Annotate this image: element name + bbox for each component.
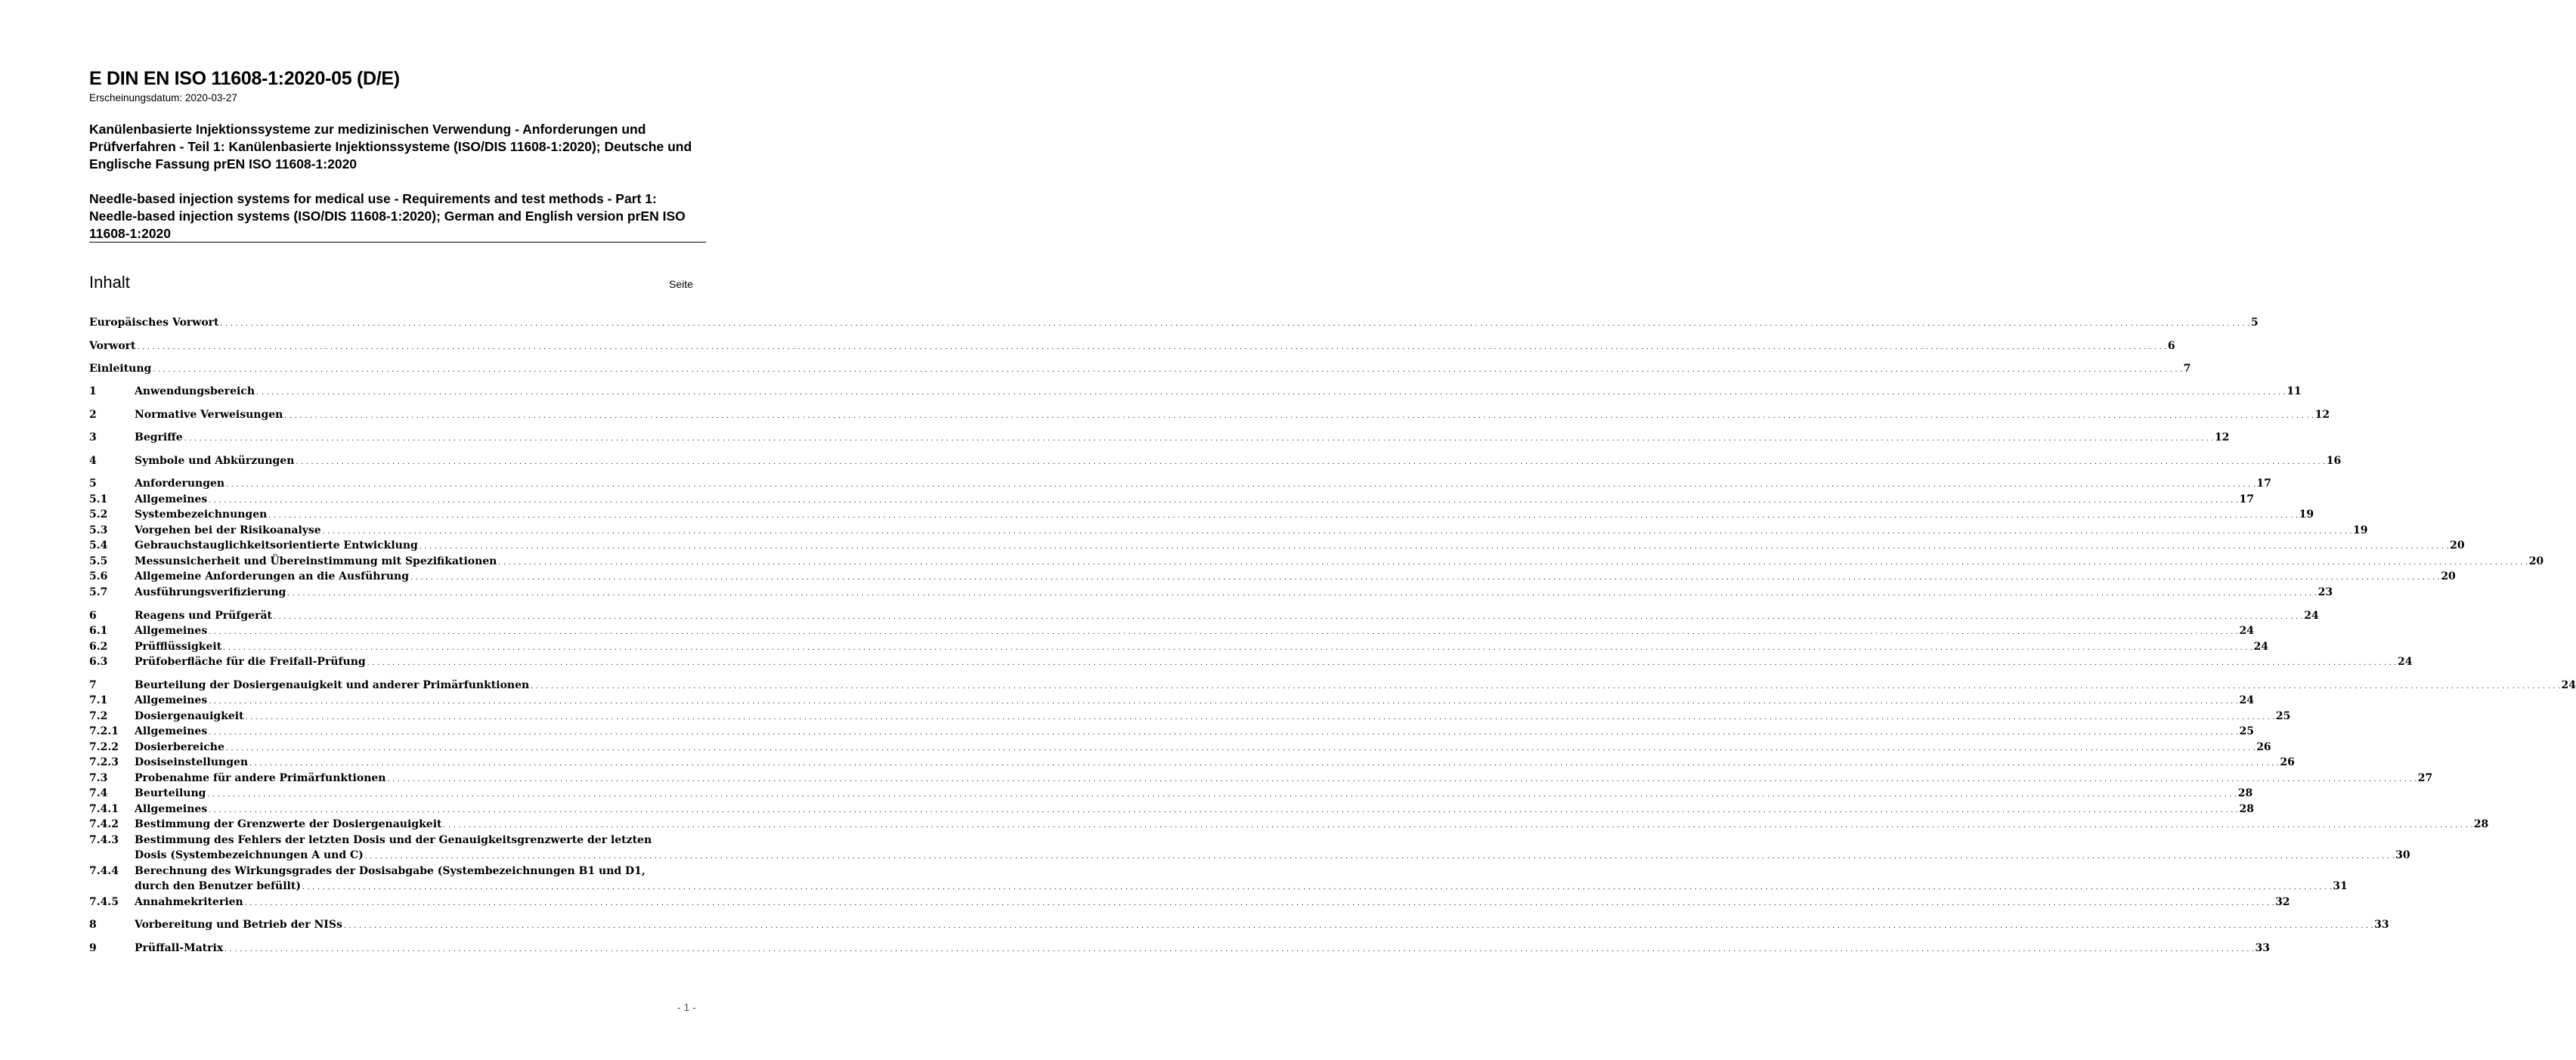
toc-entry[interactable] — [89, 895, 2290, 910]
toc-entry-page: 19 — [2299, 508, 2314, 521]
toc-dot-leader: . . . . . . . . . . . . . . . . . . . . . . . . . . . . . . . . . . . . . . . . . . . . . . . . . . . . . . . . . . . . . . . . . . . . . . . . . . . . . . . . . . . . . . . . . . . . . . . . . . . . . . . . . . . . . . . . . . . . . . . . . . . . . . . . . . . . . . . . . . . . . . . . . . . . . . . . . . . . . . . . . . . . . . . . . . . . . . . . . . . . . . . . . . . . . . . . . . . . . . . . . . . . . . . . . . . . . . . . . . . . . . . . . . . . . . . . . . . . . . . . . . . . . . . . . . . . . . . . . . . . . . . . . . . . . . . . . . . . . . . . . . . . . . . . . . . . . . . . . . . . . . . . . . . . . . . . . . . . . . . . . . . . . . . . . . . . . . . . . . . . . . . . . . . . . . . . . . . . . . . . . . . . . . . . . . . . . . . . . . . . . . . . . . . . . . . . . . . . . . . . — [387, 776, 2417, 783]
toc-dot-leader: . . . . . . . . . . . . . . . . . . . . . . . . . . . . . . . . . . . . . . . . . . . . . . . . . . . . . . . . . . . . . . . . . . . . . . . . . . . . . . . . . . . . . . . . . . . . . . . . . . . . . . . . . . . . . . . . . . . . . . . . . . . . . . . . . . . . . . . . . . . . . . . . . . . . . . . . . . . . . . . . . . . . . . . . . . . . . . . . . . . . . . . . . . . . . . . . . . . . . . . . . . . . . . . . . . . . . . . . . . . . . . . . . . . . . . . . . . . . . . . . . . . . . . . . . . . . . . . . . . . . . . . . . . . . . . . . . . . . . . . . . . . . . . . . . . . . . . . . . . . . . . . . . . . . . . . . . . . . . . . . . . . . . . . . . . . . . . . . . . . . . . . . . . . . . . . . . . . . . . . . . . . . . . . . . . . . . . . . . . . . . . . . . . . . . . . . . . . . . . . . — [220, 320, 2250, 328]
toc-entry-title: Vorwort — [89, 340, 136, 352]
toc-entry[interactable] — [89, 740, 2271, 755]
toc-entry-title: Vorgehen bei der Risikoanalyse — [135, 524, 321, 536]
toc-entry-title: Allgemeine Anforderungen an die Ausführung — [135, 570, 409, 583]
toc-entry[interactable] — [89, 361, 2191, 376]
toc-entry[interactable] — [89, 817, 2489, 832]
toc-dot-leader: . . . . . . . . . . . . . . . . . . . . . . . . . . . . . . . . . . . . . . . . . . . . . . . . . . . . . . . . . . . . . . . . . . . . . . . . . . . . . . . . . . . . . . . . . . . . . . . . . . . . . . . . . . . . . . . . . . . . . . . . . . . . . . . . . . . . . . . . . . . . . . . . . . . . . . . . . . . . . . . . . . . . . . . . . . . . . . . . . . . . . . . . . . . . . . . . . . . . . . . . . . . . . . . . . . . . . . . . . . . . . . . . . . . . . . . . . . . . . . . . . . . . . . . . . . . . . . . . . . . . . . . . . . . . . . . . . . . . . . . . . . . . . . . . . . . . . . . . . . . . . . . . . . . . . . . . . . . . . . . . . . . . . . . . . . . . . . . . . . . . . . . . . . . . . . . . . . . . . . . . . . . . . . . . . . . . . . . . . . . . . . . . . . . . . . . . . . . . . . . . — [249, 760, 2280, 768]
toc-entry-title-continued: durch den Benutzer befüllt) — [135, 880, 301, 892]
toc-dot-leader: . . . . . . . . . . . . . . . . . . . . . . . . . . . . . . . . . . . . . . . . . . . . . . . . . . . . . . . . . . . . . . . . . . . . . . . . . . . . . . . . . . . . . . . . . . . . . . . . . . . . . . . . . . . . . . . . . . . . . . . . . . . . . . . . . . . . . . . . . . . . . . . . . . . . . . . . . . . . . . . . . . . . . . . . . . . . . . . . . . . . . . . . . . . . . . . . . . . . . . . . . . . . . . . . . . . . . . . . . . . . . . . . . . . . . . . . . . . . . . . . . . . . . . . . . . . . . . . . . . . . . . . . . . . . . . . . . . . . . . . . . . . . . . . . . . . . . . . . . . . . . . . . . . . . . . . . . . . . . . . . . . . . . . . . . . . . . . . . . . . . . . . . . . . . . . . . . . . . . . . . . . . . . . . . . . . . . . . . . . . . . . . . . . . . . . . . . . . . . . . . — [410, 574, 2441, 582]
toc-dot-leader: . . . . . . . . . . . . . . . . . . . . . . . . . . . . . . . . . . . . . . . . . . . . . . . . . . . . . . . . . . . . . . . . . . . . . . . . . . . . . . . . . . . . . . . . . . . . . . . . . . . . . . . . . . . . . . . . . . . . . . . . . . . . . . . . . . . . . . . . . . . . . . . . . . . . . . . . . . . . . . . . . . . . . . . . . . . . . . . . . . . . . . . . . . . . . . . . . . . . . . . . . . . . . . . . . . . . . . . . . . . . . . . . . . . . . . . . . . . . . . . . . . . . . . . . . . . . . . . . . . . . . . . . . . . . . . . . . . . . . . . . . . . . . . . . . . . . . . . . . . . . . . . . . . . . . . . . . . . . . . . . . . . . . . . . . . . . . . . . . . . . . . . . . . . . . . . . . . . . . . . . . . . . . . . . . . . . . . . . . . . . . . . . . . . . . . . . . . . . . . . . — [268, 512, 2299, 520]
toc-entry-number: 7.4.1 — [89, 803, 119, 815]
toc-entry-title: Dosiergenauigkeit — [135, 710, 244, 722]
toc-dot-leader: . . . . . . . . . . . . . . . . . . . . . . . . . . . . . . . . . . . . . . . . . . . . . . . . . . . . . . . . . . . . . . . . . . . . . . . . . . . . . . . . . . . . . . . . . . . . . . . . . . . . . . . . . . . . . . . . . . . . . . . . . . . . . . . . . . . . . . . . . . . . . . . . . . . . . . . . . . . . . . . . . . . . . . . . . . . . . . . . . . . . . . . . . . . . . . . . . . . . . . . . . . . . . . . . . . . . . . . . . . . . . . . . . . . . . . . . . . . . . . . . . . . . . . . . . . . . . . . . . . . . . . . . . . . . . . . . . . . . . . . . . . . . . . . . . . . . . . . . . . . . . . . . . . . . . . . . . . . . . . . . . . . . . . . . . . . . . . . . . . . . . . . . . . . . . . . . . . . . . . . . . . . . . . . . . . . . . . . . . . . . . . . . . . . . . . . . . . . . . . . . — [226, 481, 2256, 489]
toc-entry-page: 11 — [2287, 385, 2302, 397]
toc-entry-page: 20 — [2441, 570, 2456, 583]
toc-entry-title: Ausführungsverifizierung — [135, 586, 286, 598]
toc-entry-title: Allgemeines — [135, 803, 208, 815]
toc-entry[interactable] — [89, 654, 2413, 669]
toc-entry-title: Probenahme für andere Primärfunktionen — [135, 772, 386, 784]
toc-dot-leader: . . . . . . . . . . . . . . . . . . . . . . . . . . . . . . . . . . . . . . . . . . . . . . . . . . . . . . . . . . . . . . . . . . . . . . . . . . . . . . . . . . . . . . . . . . . . . . . . . . . . . . . . . . . . . . . . . . . . . . . . . . . . . . . . . . . . . . . . . . . . . . . . . . . . . . . . . . . . . . . . . . . . . . . . . . . . . . . . . . . . . . . . . . . . . . . . . . . . . . . . . . . . . . . . . . . . . . . . . . . . . . . . . . . . . . . . . . . . . . . . . . . . . . . . . . . . . . . . . . . . . . . . . . . . . . . . . . . . . . . . . . . . . . . . . . . . . . . . . . . . . . . . . . . . . . . . . . . . . . . . . . . . . . . . . . . . . . . . . . . . . . . . . . . . . . . . . . . . . . . . . . . . . . . . . . . . . . . . . . . . . . . . . . . . . . . . . . . . . . . . — [184, 435, 2214, 443]
toc-entry-page: 24 — [2253, 641, 2268, 653]
toc-entry-page: 20 — [2528, 555, 2544, 567]
toc-entry-title: Gebrauchstauglichkeitsorientierte Entwicklung — [135, 539, 418, 552]
toc-entry-number: 7.4 — [89, 787, 108, 799]
toc-dot-leader: . . . . . . . . . . . . . . . . . . . . . . . . . . . . . . . . . . . . . . . . . . . . . . . . . . . . . . . . . . . . . . . . . . . . . . . . . . . . . . . . . . . . . . . . . . . . . . . . . . . . . . . . . . . . . . . . . . . . . . . . . . . . . . . . . . . . . . . . . . . . . . . . . . . . . . . . . . . . . . . . . . . . . . . . . . . . . . . . . . . . . . . . . . . . . . . . . . . . . . . . . . . . . . . . . . . . . . . . . . . . . . . . . . . . . . . . . . . . . . . . . . . . . . . . . . . . . . . . . . . . . . . . . . . . . . . . . . . . . . . . . . . . . . . . . . . . . . . . . . . . . . . . . . . . . . . . . . . . . . . . . . . . . . . . . . . . . . . . . . . . . . . . . . . . . . . . . . . . . . . . . . . . . . . . . . . . . . . . . . . . . . . . . . . . . . . . . . . . . . . . — [224, 946, 2255, 953]
toc-entry-page: 17 — [2256, 477, 2271, 490]
toc-entry[interactable] — [89, 476, 2271, 491]
toc-dot-leader: . . . . . . . . . . . . . . . . . . . . . . . . . . . . . . . . . . . . . . . . . . . . . . . . . . . . . . . . . . . . . . . . . . . . . . . . . . . . . . . . . . . . . . . . . . . . . . . . . . . . . . . . . . . . . . . . . . . . . . . . . . . . . . . . . . . . . . . . . . . . . . . . . . . . . . . . . . . . . . . . . . . . . . . . . . . . . . . . . . . . . . . . . . . . . . . . . . . . . . . . . . . . . . . . . . . . . . . . . . . . . . . . . . . . . . . . . . . . . . . . . . . . . . . . . . . . . . . . . . . . . . . . . . . . . . . . . . . . . . . . . . . . . . . . . . . . . . . . . . . . . . . . . . . . . . . . . . . . . . . . . . . . . . . . . . . . . . . . . . . . . . . . . . . . . . . . . . . . . . . . . . . . . . . . . . . . . . . . . . . . . . . . . . . . . . . . . . . . . . . . — [209, 807, 2239, 814]
toc-entry-number: 5.2 — [89, 508, 108, 521]
toc-dot-leader: . . . . . . . . . . . . . . . . . . . . . . . . . . . . . . . . . . . . . . . . . . . . . . . . . . . . . . . . . . . . . . . . . . . . . . . . . . . . . . . . . . . . . . . . . . . . . . . . . . . . . . . . . . . . . . . . . . . . . . . . . . . . . . . . . . . . . . . . . . . . . . . . . . . . . . . . . . . . . . . . . . . . . . . . . . . . . . . . . . . . . . . . . . . . . . . . . . . . . . . . . . . . . . . . . . . . . . . . . . . . . . . . . . . . . . . . . . . . . . . . . . . . . . . . . . . . . . . . . . . . . . . . . . . . . . . . . . . . . . . . . . . . . . . . . . . . . . . . . . . . . . . . . . . . . . . . . . . . . . . . . . . . . . . . . . . . . . . . . . . . . . . . . . . . . . . . . . . . . . . . . . . . . . . . . . . . . . . . . . . . . . . . . . . . . . . . . . . . . . . . — [209, 497, 2239, 505]
toc-entry[interactable] — [89, 523, 2368, 538]
toc-entry-title: Einleitung — [89, 363, 152, 375]
toc-entry-number: 5.5 — [89, 555, 108, 567]
toc-entry[interactable] — [89, 786, 2253, 801]
toc-entry-title: Allgemeines — [135, 694, 208, 706]
toc-dot-leader: . . . . . . . . . . . . . . . . . . . . . . . . . . . . . . . . . . . . . . . . . . . . . . . . . . . . . . . . . . . . . . . . . . . . . . . . . . . . . . . . . . . . . . . . . . . . . . . . . . . . . . . . . . . . . . . . . . . . . . . . . . . . . . . . . . . . . . . . . . . . . . . . . . . . . . . . . . . . . . . . . . . . . . . . . . . . . . . . . . . . . . . . . . . . . . . . . . . . . . . . . . . . . . . . . . . . . . . . . . . . . . . . . . . . . . . . . . . . . . . . . . . . . . . . . . . . . . . . . . . . . . . . . . . . . . . . . . . . . . . . . . . . . . . . . . . . . . . . . . . . . . . . . . . . . . . . . . . . . . . . . . . . . . . . . . . . . . . . . . . . . . . . . . . . . . . . . . . . . . . . . . . . . . . . . . . . . . . . . . . . . . . . . . . . . . . . . . . . . . . . — [256, 389, 2287, 397]
toc-entry[interactable] — [89, 338, 2175, 354]
toc-entry-page: 23 — [2317, 586, 2333, 598]
toc-dot-leader: . . . . . . . . . . . . . . . . . . . . . . . . . . . . . . . . . . . . . . . . . . . . . . . . . . . . . . . . . . . . . . . . . . . . . . . . . . . . . . . . . . . . . . . . . . . . . . . . . . . . . . . . . . . . . . . . . . . . . . . . . . . . . . . . . . . . . . . . . . . . . . . . . . . . . . . . . . . . . . . . . . . . . . . . . . . . . . . . . . . . . . . . . . . . . . . . . . . . . . . . . . . . . . . . . . . . . . . . . . . . . . . . . . . . . . . . . . . . . . . . . . . . . . . . . . . . . . . . . . . . . . . . . . . . . . . . . . . . . . . . . . . . . . . . . . . . . . . . . . . . . . . . . . . . . . . . . . . . . . . . . . . . . . . . . . . . . . . . . . . . . . . . . . . . . . . . . . . . . . . . . . . . . . . . . . . . . . . . . . . . . . . . . . . . . . . . . . . . . . . . — [223, 644, 2253, 652]
toc-entry-page: 17 — [2239, 493, 2254, 505]
toc-entry[interactable] — [89, 538, 2465, 553]
toc-dot-leader: . . . . . . . . . . . . . . . . . . . . . . . . . . . . . . . . . . . . . . . . . . . . . . . . . . . . . . . . . . . . . . . . . . . . . . . . . . . . . . . . . . . . . . . . . . . . . . . . . . . . . . . . . . . . . . . . . . . . . . . . . . . . . . . . . . . . . . . . . . . . . . . . . . . . . . . . . . . . . . . . . . . . . . . . . . . . . . . . . . . . . . . . . . . . . . . . . . . . . . . . . . . . . . . . . . . . . . . . . . . . . . . . . . . . . . . . . . . . . . . . . . . . . . . . . . . . . . . . . . . . . . . . . . . . . . . . . . . . . . . . . . . . . . . . . . . . . . . . . . . . . . . . . . . . . . . . . . . . . . . . . . . . . . . . . . . . . . . . . . . . . . . . . . . . . . . . . . . . . . . . . . . . . . . . . . . . . . . . . . . . . . . . . . . . . . . . . . . . . . . . — [302, 884, 2333, 892]
toc-entry-title: Anforderungen — [135, 477, 225, 490]
toc-entry-page: 25 — [2239, 725, 2254, 737]
toc-entry[interactable] — [89, 492, 2254, 507]
toc-entry[interactable] — [89, 430, 2230, 445]
toc-entry[interactable] — [89, 569, 2456, 584]
toc-entry-number: 7.2.2 — [89, 741, 119, 753]
toc-entry-title: Bestimmung der Grenzwerte der Dosiergenauigkeit — [135, 818, 442, 830]
toc-entry-page: 6 — [2167, 340, 2175, 352]
toc-entry-page: 32 — [2275, 896, 2290, 908]
toc-page-column-label: Seite — [669, 278, 693, 290]
toc-entry-title: Anwendungsbereich — [135, 385, 255, 397]
toc-dot-leader: . . . . . . . . . . . . . . . . . . . . . . . . . . . . . . . . . . . . . . . . . . . . . . . . . . . . . . . . . . . . . . . . . . . . . . . . . . . . . . . . . . . . . . . . . . . . . . . . . . . . . . . . . . . . . . . . . . . . . . . . . . . . . . . . . . . . . . . . . . . . . . . . . . . . . . . . . . . . . . . . . . . . . . . . . . . . . . . . . . . . . . . . . . . . . . . . . . . . . . . . . . . . . . . . . . . . . . . . . . . . . . . . . . . . . . . . . . . . . . . . . . . . . . . . . . . . . . . . . . . . . . . . . . . . . . . . . . . . . . . . . . . . . . . . . . . . . . . . . . . . . . . . . . . . . . . . . . . . . . . . . . . . . . . . . . . . . . . . . . . . . . . . . . . . . . . . . . . . . . . . . . . . . . . . . . . . . . . . . . . . . . . . . . . . . . . . . . . . . . . . — [443, 822, 2473, 830]
toc-heading: Inhalt — [89, 273, 130, 292]
toc-entry[interactable] — [89, 724, 2254, 739]
toc-entry-number: 6.1 — [89, 625, 108, 637]
toc-entry-number: 5.1 — [89, 493, 108, 505]
toc-dot-leader: . . . . . . . . . . . . . . . . . . . . . . . . . . . . . . . . . . . . . . . . . . . . . . . . . . . . . . . . . . . . . . . . . . . . . . . . . . . . . . . . . . . . . . . . . . . . . . . . . . . . . . . . . . . . . . . . . . . . . . . . . . . . . . . . . . . . . . . . . . . . . . . . . . . . . . . . . . . . . . . . . . . . . . . . . . . . . . . . . . . . . . . . . . . . . . . . . . . . . . . . . . . . . . . . . . . . . . . . . . . . . . . . . . . . . . . . . . . . . . . . . . . . . . . . . . . . . . . . . . . . . . . . . . . . . . . . . . . . . . . . . . . . . . . . . . . . . . . . . . . . . . . . . . . . . . . . . . . . . . . . . . . . . . . . . . . . . . . . . . . . . . . . . . . . . . . . . . . . . . . . . . . . . . . . . . . . . . . . . . . . . . . . . . . . . . . . . . . . . . . . — [367, 660, 2397, 667]
toc-entry[interactable] — [89, 585, 2333, 600]
toc-dot-leader: . . . . . . . . . . . . . . . . . . . . . . . . . . . . . . . . . . . . . . . . . . . . . . . . . . . . . . . . . . . . . . . . . . . . . . . . . . . . . . . . . . . . . . . . . . . . . . . . . . . . . . . . . . . . . . . . . . . . . . . . . . . . . . . . . . . . . . . . . . . . . . . . . . . . . . . . . . . . . . . . . . . . . . . . . . . . . . . . . . . . . . . . . . . . . . . . . . . . . . . . . . . . . . . . . . . . . . . . . . . . . . . . . . . . . . . . . . . . . . . . . . . . . . . . . . . . . . . . . . . . . . . . . . . . . . . . . . . . . . . . . . . . . . . . . . . . . . . . . . . . . . . . . . . . . . . . . . . . . . . . . . . . . . . . . . . . . . . . . . . . . . . . . . . . . . . . . . . . . . . . . . . . . . . . . . . . . . . . . . . . . . . . . . . . . . . . . . . . . . . . — [498, 559, 2528, 567]
toc-entry-title: Berechnung des Wirkungsgrades der Dosisabgabe (Systembezeichnungen B1 und D1, — [135, 865, 646, 877]
toc-entry-number: 7.2.1 — [89, 725, 119, 737]
toc-entry-number: 9 — [89, 942, 97, 954]
toc-entry-number: 6 — [89, 610, 97, 622]
page-number: - 1 - — [677, 1001, 696, 1013]
toc-dot-leader: . . . . . . . . . . . . . . . . . . . . . . . . . . . . . . . . . . . . . . . . . . . . . . . . . . . . . . . . . . . . . . . . . . . . . . . . . . . . . . . . . . . . . . . . . . . . . . . . . . . . . . . . . . . . . . . . . . . . . . . . . . . . . . . . . . . . . . . . . . . . . . . . . . . . . . . . . . . . . . . . . . . . . . . . . . . . . . . . . . . . . . . . . . . . . . . . . . . . . . . . . . . . . . . . . . . . . . . . . . . . . . . . . . . . . . . . . . . . . . . . . . . . . . . . . . . . . . . . . . . . . . . . . . . . . . . . . . . . . . . . . . . . . . . . . . . . . . . . . . . . . . . . . . . . . . . . . . . . . . . . . . . . . . . . . . . . . . . . . . . . . . . . . . . . . . . . . . . . . . . . . . . . . . . . . . . . . . . . . . . . . . . . . . . . . . . . . . . . . . . . — [273, 613, 2304, 621]
toc-entry-number: 5.6 — [89, 570, 108, 583]
toc-entry[interactable] — [89, 802, 2254, 817]
toc-entry-number: 7.2.3 — [89, 756, 119, 768]
toc-entry-title: Annahmekriterien — [135, 896, 243, 908]
toc-dot-leader: . . . . . . . . . . . . . . . . . . . . . . . . . . . . . . . . . . . . . . . . . . . . . . . . . . . . . . . . . . . . . . . . . . . . . . . . . . . . . . . . . . . . . . . . . . . . . . . . . . . . . . . . . . . . . . . . . . . . . . . . . . . . . . . . . . . . . . . . . . . . . . . . . . . . . . . . . . . . . . . . . . . . . . . . . . . . . . . . . . . . . . . . . . . . . . . . . . . . . . . . . . . . . . . . . . . . . . . . . . . . . . . . . . . . . . . . . . . . . . . . . . . . . . . . . . . . . . . . . . . . . . . . . . . . . . . . . . . . . . . . . . . . . . . . . . . . . . . . . . . . . . . . . . . . . . . . . . . . . . . . . . . . . . . . . . . . . . . . . . . . . . . . . . . . . . . . . . . . . . . . . . . . . . . . . . . . . . . . . . . . . . . . . . . . . . . . . . . . . . . . — [209, 729, 2239, 737]
toc-dot-leader: . . . . . . . . . . . . . . . . . . . . . . . . . . . . . . . . . . . . . . . . . . . . . . . . . . . . . . . . . . . . . . . . . . . . . . . . . . . . . . . . . . . . . . . . . . . . . . . . . . . . . . . . . . . . . . . . . . . . . . . . . . . . . . . . . . . . . . . . . . . . . . . . . . . . . . . . . . . . . . . . . . . . . . . . . . . . . . . . . . . . . . . . . . . . . . . . . . . . . . . . . . . . . . . . . . . . . . . . . . . . . . . . . . . . . . . . . . . . . . . . . . . . . . . . . . . . . . . . . . . . . . . . . . . . . . . . . . . . . . . . . . . . . . . . . . . . . . . . . . . . . . . . . . . . . . . . . . . . . . . . . . . . . . . . . . . . . . . . . . . . . . . . . . . . . . . . . . . . . . . . . . . . . . . . . . . . . . . . . . . . . . . . . . . . . . . . . . . . . . . . — [364, 853, 2395, 861]
toc-entry[interactable] — [89, 407, 2330, 422]
toc-dot-leader: . . . . . . . . . . . . . . . . . . . . . . . . . . . . . . . . . . . . . . . . . . . . . . . . . . . . . . . . . . . . . . . . . . . . . . . . . . . . . . . . . . . . . . . . . . . . . . . . . . . . . . . . . . . . . . . . . . . . . . . . . . . . . . . . . . . . . . . . . . . . . . . . . . . . . . . . . . . . . . . . . . . . . . . . . . . . . . . . . . . . . . . . . . . . . . . . . . . . . . . . . . . . . . . . . . . . . . . . . . . . . . . . . . . . . . . . . . . . . . . . . . . . . . . . . . . . . . . . . . . . . . . . . . . . . . . . . . . . . . . . . . . . . . . . . . . . . . . . . . . . . . . . . . . . . . . . . . . . . . . . . . . . . . . . . . . . . . . . . . . . . . . . . . . . . . . . . . . . . . . . . . . . . . . . . . . . . . . . . . . . . . . . . . . . . . . . . . . . . . . . — [245, 714, 2275, 722]
toc-entry-number: 7.4.3 — [89, 834, 119, 846]
toc-entry-number: 8 — [89, 919, 97, 931]
toc-dot-leader: . . . . . . . . . . . . . . . . . . . . . . . . . . . . . . . . . . . . . . . . . . . . . . . . . . . . . . . . . . . . . . . . . . . . . . . . . . . . . . . . . . . . . . . . . . . . . . . . . . . . . . . . . . . . . . . . . . . . . . . . . . . . . . . . . . . . . . . . . . . . . . . . . . . . . . . . . . . . . . . . . . . . . . . . . . . . . . . . . . . . . . . . . . . . . . . . . . . . . . . . . . . . . . . . . . . . . . . . . . . . . . . . . . . . . . . . . . . . . . . . . . . . . . . . . . . . . . . . . . . . . . . . . . . . . . . . . . . . . . . . . . . . . . . . . . . . . . . . . . . . . . . . . . . . . . . . . . . . . . . . . . . . . . . . . . . . . . . . . . . . . . . . . . . . . . . . . . . . . . . . . . . . . . . . . . . . . . . . . . . . . . . . . . . . . . . . . . . . . . . . — [225, 745, 2256, 753]
toc-entry-page: 5 — [2250, 317, 2259, 329]
toc-entry-number: 7.4.5 — [89, 896, 119, 908]
toc-dot-leader: . . . . . . . . . . . . . . . . . . . . . . . . . . . . . . . . . . . . . . . . . . . . . . . . . . . . . . . . . . . . . . . . . . . . . . . . . . . . . . . . . . . . . . . . . . . . . . . . . . . . . . . . . . . . . . . . . . . . . . . . . . . . . . . . . . . . . . . . . . . . . . . . . . . . . . . . . . . . . . . . . . . . . . . . . . . . . . . . . . . . . . . . . . . . . . . . . . . . . . . . . . . . . . . . . . . . . . . . . . . . . . . . . . . . . . . . . . . . . . . . . . . . . . . . . . . . . . . . . . . . . . . . . . . . . . . . . . . . . . . . . . . . . . . . . . . . . . . . . . . . . . . . . . . . . . . . . . . . . . . . . . . . . . . . . . . . . . . . . . . . . . . . . . . . . . . . . . . . . . . . . . . . . . . . . . . . . . . . . . . . . . . . . . . . . . . . . . . . . . . . — [207, 791, 2237, 799]
toc-entry-title: Systembezeichnungen — [135, 508, 268, 521]
toc-entry-title: Begriffe — [135, 431, 183, 443]
toc-entry-page: 25 — [2275, 710, 2291, 722]
toc-entry-page: 7 — [2183, 363, 2191, 375]
toc-entry-page: 26 — [2280, 756, 2295, 768]
toc-entry[interactable] — [89, 771, 2433, 786]
toc-entry-title: Prüffall-Matrix — [135, 942, 224, 954]
toc-entry-number: 5.7 — [89, 586, 108, 598]
toc-entry[interactable] — [89, 833, 2410, 863]
toc-entry-number: 6.2 — [89, 641, 108, 653]
toc-entry-page: 33 — [2374, 919, 2389, 931]
toc-entry-page: 26 — [2256, 741, 2271, 753]
toc-entry-page: 30 — [2395, 849, 2410, 861]
toc-entry-title: Allgemeines — [135, 625, 208, 637]
toc-entry-title: Prüfoberfläche für die Freifall-Prüfung — [135, 656, 366, 668]
toc-entry[interactable] — [89, 941, 2270, 956]
toc-entry-title: Europäisches Vorwort — [89, 317, 219, 329]
toc-entry[interactable] — [89, 678, 2576, 693]
toc-entry[interactable] — [89, 693, 2254, 708]
toc-entry[interactable] — [89, 554, 2544, 569]
toc-entry[interactable] — [89, 917, 2389, 932]
toc-dot-leader: . . . . . . . . . . . . . . . . . . . . . . . . . . . . . . . . . . . . . . . . . . . . . . . . . . . . . . . . . . . . . . . . . . . . . . . . . . . . . . . . . . . . . . . . . . . . . . . . . . . . . . . . . . . . . . . . . . . . . . . . . . . . . . . . . . . . . . . . . . . . . . . . . . . . . . . . . . . . . . . . . . . . . . . . . . . . . . . . . . . . . . . . . . . . . . . . . . . . . . . . . . . . . . . . . . . . . . . . . . . . . . . . . . . . . . . . . . . . . . . . . . . . . . . . . . . . . . . . . . . . . . . . . . . . . . . . . . . . . . . . . . . . . . . . . . . . . . . . . . . . . . . . . . . . . . . . . . . . . . . . . . . . . . . . . . . . . . . . . . . . . . . . . . . . . . . . . . . . . . . . . . . . . . . . . . . . . . . . . . . . . . . . . . . . . . . . . . . . . . . . — [531, 683, 2561, 691]
toc-entry-page: 12 — [2314, 409, 2330, 421]
toc-entry-title: Bestimmung des Fehlers der letzten Dosis und der Genauigkeitsgrenzwerte der letzten — [135, 834, 652, 846]
toc-entry-number: 1 — [89, 385, 97, 397]
toc-entry-title: Normative Verweisungen — [135, 409, 283, 421]
toc-entry[interactable] — [89, 608, 2319, 623]
toc-entry-page: 28 — [2237, 787, 2253, 799]
toc-entry-title: Beurteilung — [135, 787, 206, 799]
toc-entry-page: 24 — [2561, 679, 2576, 691]
toc-entry-title: Vorbereitung und Betrieb der NISs — [135, 919, 342, 931]
toc-entry-number: 5.4 — [89, 539, 108, 552]
toc-entry[interactable] — [89, 453, 2342, 468]
toc-dot-leader: . . . . . . . . . . . . . . . . . . . . . . . . . . . . . . . . . . . . . . . . . . . . . . . . . . . . . . . . . . . . . . . . . . . . . . . . . . . . . . . . . . . . . . . . . . . . . . . . . . . . . . . . . . . . . . . . . . . . . . . . . . . . . . . . . . . . . . . . . . . . . . . . . . . . . . . . . . . . . . . . . . . . . . . . . . . . . . . . . . . . . . . . . . . . . . . . . . . . . . . . . . . . . . . . . . . . . . . . . . . . . . . . . . . . . . . . . . . . . . . . . . . . . . . . . . . . . . . . . . . . . . . . . . . . . . . . . . . . . . . . . . . . . . . . . . . . . . . . . . . . . . . . . . . . . . . . . . . . . . . . . . . . . . . . . . . . . . . . . . . . . . . . . . . . . . . . . . . . . . . . . . . . . . . . . . . . . . . . . . . . . . . . . . . . . . . . . . . . . . . . — [137, 344, 2167, 351]
toc-entry[interactable] — [89, 507, 2314, 522]
toc-entry-title: Dosierbereiche — [135, 741, 224, 753]
toc-entry-number: 6.3 — [89, 656, 108, 668]
toc-entry[interactable] — [89, 315, 2259, 330]
toc-entry-page: 33 — [2255, 942, 2270, 954]
toc-entry-title: Reagens und Prüfgerät — [135, 610, 272, 622]
toc-entry-number: 7.4.4 — [89, 865, 119, 877]
toc-entry[interactable] — [89, 623, 2254, 638]
toc-entry-page: 31 — [2333, 880, 2348, 892]
toc-dot-leader: . . . . . . . . . . . . . . . . . . . . . . . . . . . . . . . . . . . . . . . . . . . . . . . . . . . . . . . . . . . . . . . . . . . . . . . . . . . . . . . . . . . . . . . . . . . . . . . . . . . . . . . . . . . . . . . . . . . . . . . . . . . . . . . . . . . . . . . . . . . . . . . . . . . . . . . . . . . . . . . . . . . . . . . . . . . . . . . . . . . . . . . . . . . . . . . . . . . . . . . . . . . . . . . . . . . . . . . . . . . . . . . . . . . . . . . . . . . . . . . . . . . . . . . . . . . . . . . . . . . . . . . . . . . . . . . . . . . . . . . . . . . . . . . . . . . . . . . . . . . . . . . . . . . . . . . . . . . . . . . . . . . . . . . . . . . . . . . . . . . . . . . . . . . . . . . . . . . . . . . . . . . . . . . . . . . . . . . . . . . . . . . . . . . . . . . . . . . . . . . . — [419, 543, 2450, 551]
toc-entry[interactable] — [89, 639, 2268, 654]
toc-entry-title: Symbole und Abkürzungen — [135, 455, 295, 467]
toc-dot-leader: . . . . . . . . . . . . . . . . . . . . . . . . . . . . . . . . . . . . . . . . . . . . . . . . . . . . . . . . . . . . . . . . . . . . . . . . . . . . . . . . . . . . . . . . . . . . . . . . . . . . . . . . . . . . . . . . . . . . . . . . . . . . . . . . . . . . . . . . . . . . . . . . . . . . . . . . . . . . . . . . . . . . . . . . . . . . . . . . . . . . . . . . . . . . . . . . . . . . . . . . . . . . . . . . . . . . . . . . . . . . . . . . . . . . . . . . . . . . . . . . . . . . . . . . . . . . . . . . . . . . . . . . . . . . . . . . . . . . . . . . . . . . . . . . . . . . . . . . . . . . . . . . . . . . . . . . . . . . . . . . . . . . . . . . . . . . . . . . . . . . . . . . . . . . . . . . . . . . . . . . . . . . . . . . . . . . . . . . . . . . . . . . . . . . . . . . . . . . . . . . — [343, 922, 2374, 930]
toc-entry-title-continued: Dosis (Systembezeichnungen A und C) — [135, 849, 364, 861]
toc-entry-number: 3 — [89, 431, 97, 443]
toc-entry-page: 24 — [2239, 694, 2254, 706]
toc-dot-leader: . . . . . . . . . . . . . . . . . . . . . . . . . . . . . . . . . . . . . . . . . . . . . . . . . . . . . . . . . . . . . . . . . . . . . . . . . . . . . . . . . . . . . . . . . . . . . . . . . . . . . . . . . . . . . . . . . . . . . . . . . . . . . . . . . . . . . . . . . . . . . . . . . . . . . . . . . . . . . . . . . . . . . . . . . . . . . . . . . . . . . . . . . . . . . . . . . . . . . . . . . . . . . . . . . . . . . . . . . . . . . . . . . . . . . . . . . . . . . . . . . . . . . . . . . . . . . . . . . . . . . . . . . . . . . . . . . . . . . . . . . . . . . . . . . . . . . . . . . . . . . . . . . . . . . . . . . . . . . . . . . . . . . . . . . . . . . . . . . . . . . . . . . . . . . . . . . . . . . . . . . . . . . . . . . . . . . . . . . . . . . . . . . . . . . . . . . . . . . . . . — [153, 366, 2183, 374]
toc-entry-page: 19 — [2353, 524, 2368, 536]
toc-entry-page: 20 — [2450, 539, 2465, 552]
toc-entry-number: 5.3 — [89, 524, 108, 536]
toc-entry-title: Allgemeines — [135, 493, 208, 505]
toc-entry-number: 7.3 — [89, 772, 108, 784]
toc-entry-page: 24 — [2304, 610, 2319, 622]
toc-entry-title: Prüfflüssigkeit — [135, 641, 222, 653]
toc-entry-page: 24 — [2398, 656, 2413, 668]
toc-dot-leader: . . . . . . . . . . . . . . . . . . . . . . . . . . . . . . . . . . . . . . . . . . . . . . . . . . . . . . . . . . . . . . . . . . . . . . . . . . . . . . . . . . . . . . . . . . . . . . . . . . . . . . . . . . . . . . . . . . . . . . . . . . . . . . . . . . . . . . . . . . . . . . . . . . . . . . . . . . . . . . . . . . . . . . . . . . . . . . . . . . . . . . . . . . . . . . . . . . . . . . . . . . . . . . . . . . . . . . . . . . . . . . . . . . . . . . . . . . . . . . . . . . . . . . . . . . . . . . . . . . . . . . . . . . . . . . . . . . . . . . . . . . . . . . . . . . . . . . . . . . . . . . . . . . . . . . . . . . . . . . . . . . . . . . . . . . . . . . . . . . . . . . . . . . . . . . . . . . . . . . . . . . . . . . . . . . . . . . . . . . . . . . . . . . . . . . . . . . . . . . . . — [244, 900, 2275, 907]
toc-dot-leader: . . . . . . . . . . . . . . . . . . . . . . . . . . . . . . . . . . . . . . . . . . . . . . . . . . . . . . . . . . . . . . . . . . . . . . . . . . . . . . . . . . . . . . . . . . . . . . . . . . . . . . . . . . . . . . . . . . . . . . . . . . . . . . . . . . . . . . . . . . . . . . . . . . . . . . . . . . . . . . . . . . . . . . . . . . . . . . . . . . . . . . . . . . . . . . . . . . . . . . . . . . . . . . . . . . . . . . . . . . . . . . . . . . . . . . . . . . . . . . . . . . . . . . . . . . . . . . . . . . . . . . . . . . . . . . . . . . . . . . . . . . . . . . . . . . . . . . . . . . . . . . . . . . . . . . . . . . . . . . . . . . . . . . . . . . . . . . . . . . . . . . . . . . . . . . . . . . . . . . . . . . . . . . . . . . . . . . . . . . . . . . . . . . . . . . . . . . . . . . . . — [287, 590, 2317, 598]
toc-entry-page: 16 — [2326, 455, 2342, 467]
toc-dot-leader: . . . . . . . . . . . . . . . . . . . . . . . . . . . . . . . . . . . . . . . . . . . . . . . . . . . . . . . . . . . . . . . . . . . . . . . . . . . . . . . . . . . . . . . . . . . . . . . . . . . . . . . . . . . . . . . . . . . . . . . . . . . . . . . . . . . . . . . . . . . . . . . . . . . . . . . . . . . . . . . . . . . . . . . . . . . . . . . . . . . . . . . . . . . . . . . . . . . . . . . . . . . . . . . . . . . . . . . . . . . . . . . . . . . . . . . . . . . . . . . . . . . . . . . . . . . . . . . . . . . . . . . . . . . . . . . . . . . . . . . . . . . . . . . . . . . . . . . . . . . . . . . . . . . . . . . . . . . . . . . . . . . . . . . . . . . . . . . . . . . . . . . . . . . . . . . . . . . . . . . . . . . . . . . . . . . . . . . . . . . . . . . . . . . . . . . . . . . . . . . . — [209, 629, 2239, 636]
title-german: Kanülenbasierte Injektionssysteme zur medizinischen Verwendung - Anforderungen und Prüfverfahren - Teil 1: Kanülenbasierte Injektionssysteme (ISO/DIS 11608-1:2020); Deutsche und Englische Fassung prEN ISO 11608-1:2020 — [89, 122, 692, 172]
toc-entry-title: Messunsicherheit und Übereinstimmung mit Spezifikationen — [135, 555, 497, 567]
toc-entry-number: 7.2 — [89, 710, 108, 722]
toc-entry-page: 24 — [2239, 625, 2254, 637]
table-of-contents — [89, 0, 2576, 1060]
toc-entry[interactable] — [89, 864, 2348, 894]
toc-entry-page: 12 — [2214, 431, 2230, 443]
toc-entry-number: 7.4.2 — [89, 818, 119, 830]
toc-dot-leader: . . . . . . . . . . . . . . . . . . . . . . . . . . . . . . . . . . . . . . . . . . . . . . . . . . . . . . . . . . . . . . . . . . . . . . . . . . . . . . . . . . . . . . . . . . . . . . . . . . . . . . . . . . . . . . . . . . . . . . . . . . . . . . . . . . . . . . . . . . . . . . . . . . . . . . . . . . . . . . . . . . . . . . . . . . . . . . . . . . . . . . . . . . . . . . . . . . . . . . . . . . . . . . . . . . . . . . . . . . . . . . . . . . . . . . . . . . . . . . . . . . . . . . . . . . . . . . . . . . . . . . . . . . . . . . . . . . . . . . . . . . . . . . . . . . . . . . . . . . . . . . . . . . . . . . . . . . . . . . . . . . . . . . . . . . . . . . . . . . . . . . . . . . . . . . . . . . . . . . . . . . . . . . . . . . . . . . . . . . . . . . . . . . . . . . . . . . . . . . . . — [209, 698, 2239, 706]
toc-entry-number: 7.1 — [89, 694, 108, 706]
toc-entry[interactable] — [89, 755, 2295, 770]
toc-entry-page: 28 — [2473, 818, 2489, 830]
toc-entry-page: 27 — [2417, 772, 2433, 784]
toc-dot-leader: . . . . . . . . . . . . . . . . . . . . . . . . . . . . . . . . . . . . . . . . . . . . . . . . . . . . . . . . . . . . . . . . . . . . . . . . . . . . . . . . . . . . . . . . . . . . . . . . . . . . . . . . . . . . . . . . . . . . . . . . . . . . . . . . . . . . . . . . . . . . . . . . . . . . . . . . . . . . . . . . . . . . . . . . . . . . . . . . . . . . . . . . . . . . . . . . . . . . . . . . . . . . . . . . . . . . . . . . . . . . . . . . . . . . . . . . . . . . . . . . . . . . . . . . . . . . . . . . . . . . . . . . . . . . . . . . . . . . . . . . . . . . . . . . . . . . . . . . . . . . . . . . . . . . . . . . . . . . . . . . . . . . . . . . . . . . . . . . . . . . . . . . . . . . . . . . . . . . . . . . . . . . . . . . . . . . . . . . . . . . . . . . . . . . . . . . . . . . . . . . — [322, 528, 2353, 536]
toc-dot-leader: . . . . . . . . . . . . . . . . . . . . . . . . . . . . . . . . . . . . . . . . . . . . . . . . . . . . . . . . . . . . . . . . . . . . . . . . . . . . . . . . . . . . . . . . . . . . . . . . . . . . . . . . . . . . . . . . . . . . . . . . . . . . . . . . . . . . . . . . . . . . . . . . . . . . . . . . . . . . . . . . . . . . . . . . . . . . . . . . . . . . . . . . . . . . . . . . . . . . . . . . . . . . . . . . . . . . . . . . . . . . . . . . . . . . . . . . . . . . . . . . . . . . . . . . . . . . . . . . . . . . . . . . . . . . . . . . . . . . . . . . . . . . . . . . . . . . . . . . . . . . . . . . . . . . . . . . . . . . . . . . . . . . . . . . . . . . . . . . . . . . . . . . . . . . . . . . . . . . . . . . . . . . . . . . . . . . . . . . . . . . . . . . . . . . . . . . . . . . . . . . — [296, 459, 2326, 466]
publication-date: Erscheinungsdatum: 2020-03-27 — [89, 92, 237, 104]
toc-entry-number: 5 — [89, 477, 97, 490]
toc-entry-number: 7 — [89, 679, 97, 691]
toc-entry-page: 28 — [2239, 803, 2254, 815]
toc-entry-title: Allgemeines — [135, 725, 208, 737]
toc-entry-number: 2 — [89, 409, 97, 421]
toc-entry-number: 4 — [89, 455, 97, 467]
document-id: E DIN EN ISO 11608-1:2020-05 (D/E) — [89, 68, 400, 89]
toc-entry[interactable] — [89, 384, 2302, 399]
title-english: Needle-based injection systems for medical use - Requirements and test methods - Part 1: Needle-based injection systems (ISO/DIS 11608-1:2020); German and English version prEN ISO 11608-1:2020 — [89, 191, 686, 241]
toc-entry-title: Beurteilung der Dosiergenauigkeit und anderer Primärfunktionen — [135, 679, 530, 691]
toc-dot-leader: . . . . . . . . . . . . . . . . . . . . . . . . . . . . . . . . . . . . . . . . . . . . . . . . . . . . . . . . . . . . . . . . . . . . . . . . . . . . . . . . . . . . . . . . . . . . . . . . . . . . . . . . . . . . . . . . . . . . . . . . . . . . . . . . . . . . . . . . . . . . . . . . . . . . . . . . . . . . . . . . . . . . . . . . . . . . . . . . . . . . . . . . . . . . . . . . . . . . . . . . . . . . . . . . . . . . . . . . . . . . . . . . . . . . . . . . . . . . . . . . . . . . . . . . . . . . . . . . . . . . . . . . . . . . . . . . . . . . . . . . . . . . . . . . . . . . . . . . . . . . . . . . . . . . . . . . . . . . . . . . . . . . . . . . . . . . . . . . . . . . . . . . . . . . . . . . . . . . . . . . . . . . . . . . . . . . . . . . . . . . . . . . . . . . . . . . . . . . . . . . — [284, 413, 2314, 420]
toc-entry-title: Dosiseinstellungen — [135, 756, 249, 768]
toc-entry[interactable] — [89, 709, 2291, 724]
